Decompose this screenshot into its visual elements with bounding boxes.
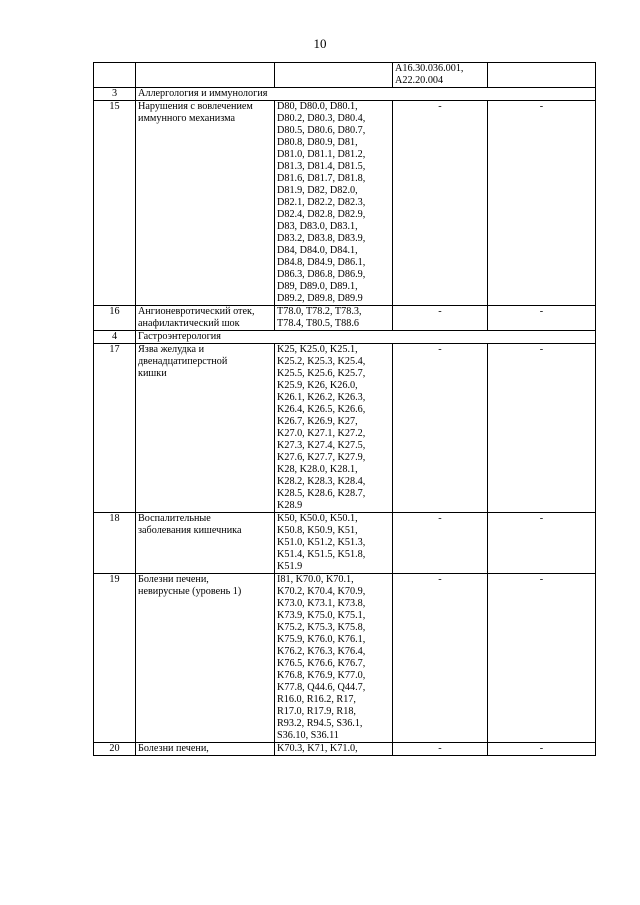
table-row — [94, 574, 596, 743]
section-number: 3 — [94, 88, 136, 101]
diagnosis-name: Болезни печени, — [136, 743, 275, 756]
diagnosis-name: Болезни печени, невирусные (уровень 1) — [136, 574, 275, 743]
row-number: 20 — [94, 743, 136, 756]
diagnosis-name: Ангионевротический отек, анафилактический шок — [136, 306, 275, 331]
table-row — [94, 101, 596, 306]
table-row — [94, 344, 596, 513]
section-title: Аллергология и иммунология — [136, 88, 596, 101]
row-number: 17 — [94, 344, 136, 513]
extra-cell: - — [488, 743, 596, 756]
diagnosis-name — [136, 63, 275, 88]
service-codes-cell: - — [393, 574, 488, 743]
icd-codes: K70.3, K71, K71.0, — [275, 743, 393, 756]
diagnosis-name: Нарушения с вовлечением иммунного механизма — [136, 101, 275, 306]
table-row — [94, 513, 596, 574]
service-codes-cell: - — [393, 513, 488, 574]
service-codes-cell: - — [393, 743, 488, 756]
diagnosis-name: Воспалительные заболевания кишечника — [136, 513, 275, 574]
extra-cell: - — [488, 574, 596, 743]
icd-codes: T78.0, T78.2, T78.3, T78.4, T80.5, T88.6 — [275, 306, 393, 331]
table-row — [94, 306, 596, 331]
icd-codes: K25, K25.0, K25.1, K25.2, K25.3, K25.4, K25.5, K25.6, K25.7, K25.9, K26, K26.0, K26.1, K26.2, K26.3, K26.4, K26.5, K26.6, K26.7, K26.9, K27, K27.0, K27.1, K27.2, K27.3, K27.4, K27.5, K27.6, K27.7, K27.9, K28, K28.0, K28.1, K28.2, K28.3, K28.4, K28.5, K28.6, K28.7, K28.9 — [275, 344, 393, 513]
extra-cell: - — [488, 306, 596, 331]
service-codes-cell: - — [393, 306, 488, 331]
section-row — [94, 331, 596, 344]
icd-codes: K50, K50.0, K50.1, K50.8, K50.9, K51, K51.0, K51.2, K51.3, K51.4, K51.5, K51.8, K51.9 — [275, 513, 393, 574]
diagnosis-name: Язва желудка и двенадцатиперстной кишки — [136, 344, 275, 513]
section-row — [94, 88, 596, 101]
classification-table — [93, 62, 596, 756]
table-row — [94, 63, 596, 88]
table-body — [94, 63, 596, 756]
page-number: 10 — [313, 36, 327, 51]
row-number: 18 — [94, 513, 136, 574]
extra-cell — [488, 63, 596, 88]
row-number: 16 — [94, 306, 136, 331]
extra-cell: - — [488, 513, 596, 574]
extra-cell: - — [488, 101, 596, 306]
section-title: Гастроэнтерология — [136, 331, 596, 344]
row-number — [94, 63, 136, 88]
row-number: 15 — [94, 101, 136, 306]
icd-codes: D80, D80.0, D80.1, D80.2, D80.3, D80.4, D80.5, D80.6, D80.7, D80.8, D80.9, D81, D81.0, D81.1, D81.2, D81.3, D81.4, D81.5, D81.6, D81.7, D81.8, D81.9, D82, D82.0, D82.1, D82.2, D82.3, D82.4, D82.8, D82.9, D83, D83.0, D83.1, D83.2, D83.8, D83.9, D84, D84.0, D84.1, D84.8, D84.9, D86.1, D86.3, D86.8, D86.9, D89, D89.0, D89.1, D89.2, D89.8, D89.9 — [275, 101, 393, 306]
icd-codes: I81, K70.0, K70.1, K70.2, K70.4, K70.9, K73.0, K73.1, K73.8, K73.9, K75.0, K75.1, K75.2, K75.3, K75.8, K75.9, K76.0, K76.1, K76.2, K76.3, K76.4, K76.5, K76.6, K76.7, K76.8, K76.9, K77.0, K77.8, Q44.6, Q44.7, R16.0, R16.2, R17, R17.0, R17.9, R18, R93.2, R94.5, S36.1, S36.10, S36.11 — [275, 574, 393, 743]
service-codes-cell: - — [393, 101, 488, 306]
service-codes-cell: A16.30.036.001, A22.20.004 — [393, 63, 488, 88]
service-codes-cell: - — [393, 344, 488, 513]
row-number: 19 — [94, 574, 136, 743]
extra-cell: - — [488, 344, 596, 513]
table-row — [94, 743, 596, 756]
section-number: 4 — [94, 331, 136, 344]
icd-codes — [275, 63, 393, 88]
